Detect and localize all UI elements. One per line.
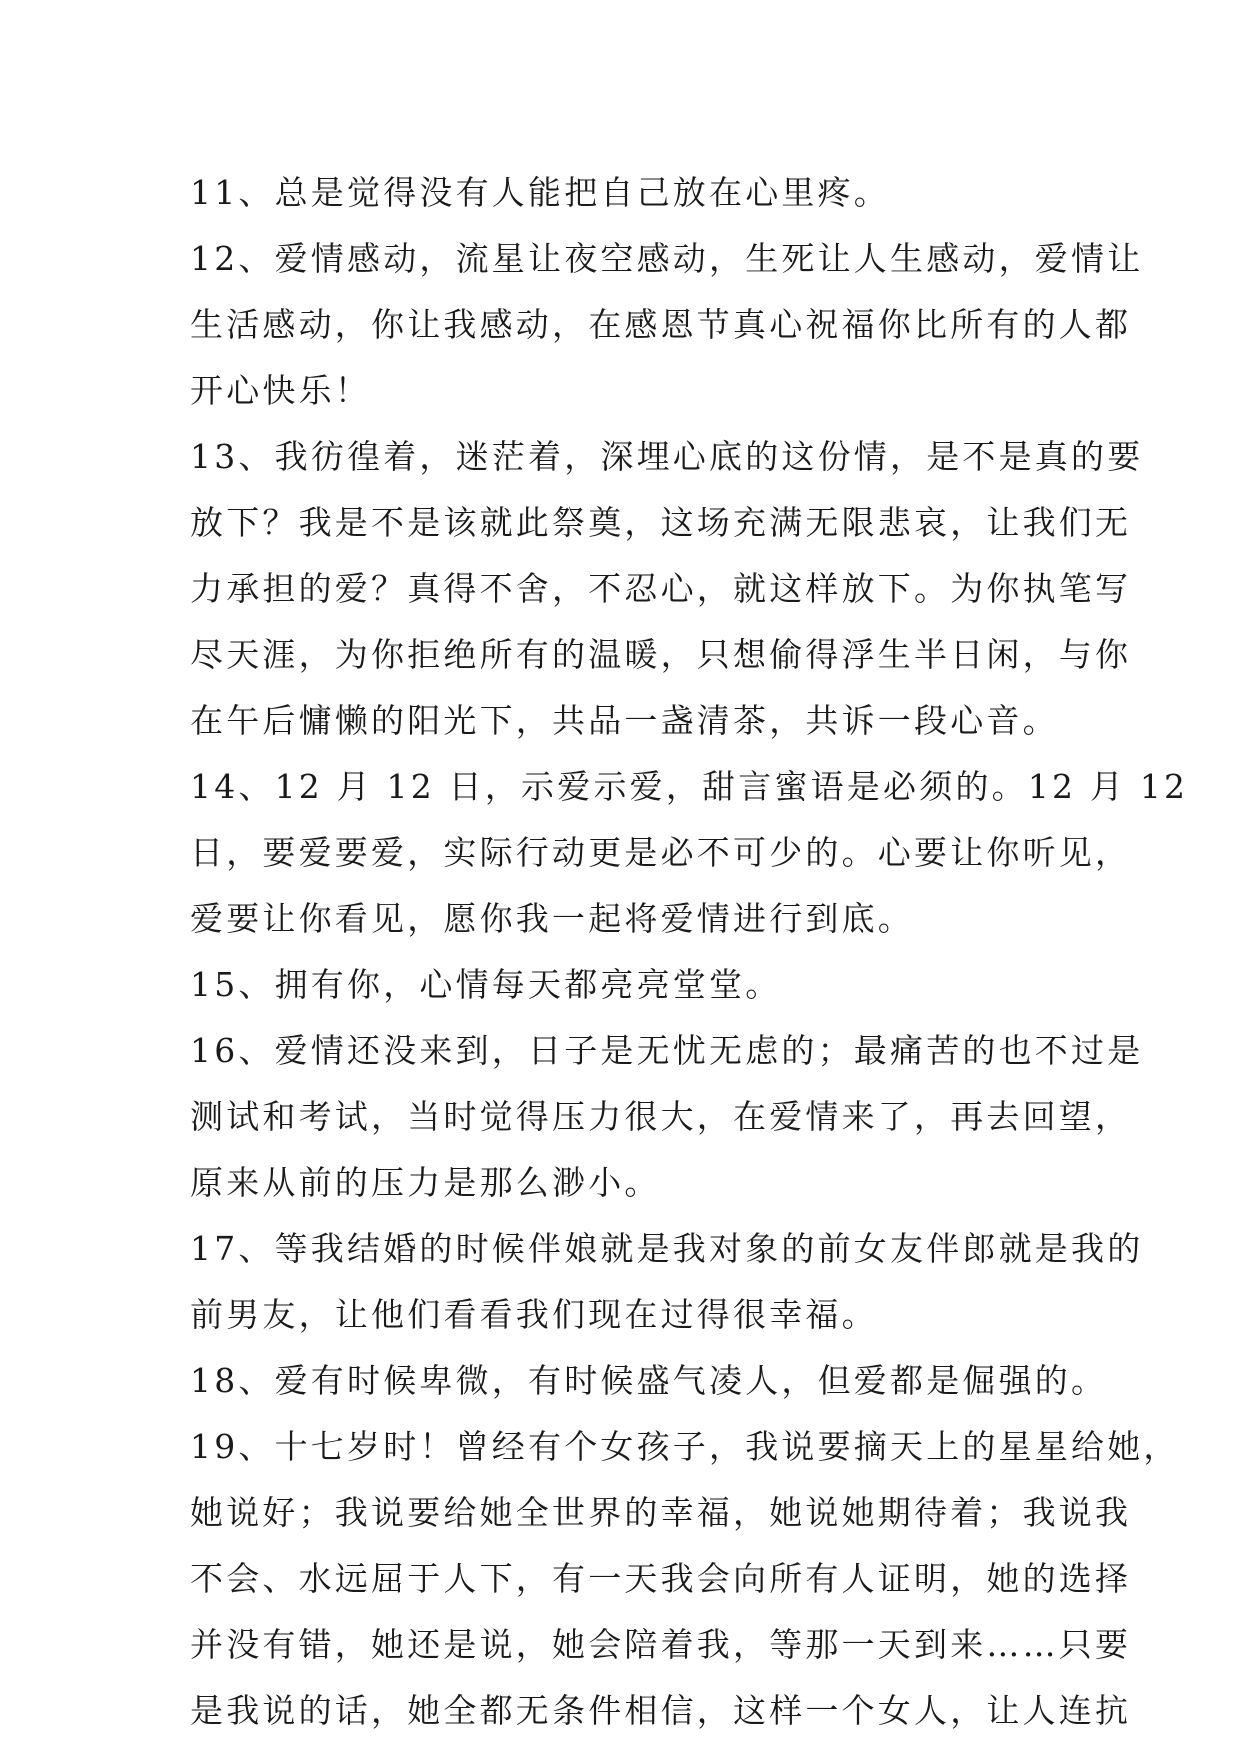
text-line: 13、我彷徨着，迷茫着，深埋心底的这份情，是不是真的要 [190, 437, 1144, 476]
text-line: 前男友，让他们看看我们现在过得很幸福。 [190, 1295, 878, 1334]
text-line: 18、爱有时候卑微，有时候盛气凌人，但爱都是倔强的。 [190, 1361, 1108, 1400]
text-line: 14、12 月 12 日，示爱示爱，甜言蜜语是必须的。12 月 12 [190, 767, 1189, 806]
text-line: 在午后慵懒的阳光下，共品一盏清茶，共诉一段心音。 [190, 701, 1059, 740]
text-line: 尽天涯，为你拒绝所有的温暖，只想偷得浮生半日闲，与你 [190, 635, 1132, 674]
text-line: 她说好；我说要给她全世界的幸福，她说她期待着；我说我 [190, 1493, 1132, 1532]
text-line: 15、拥有你，心情每天都亮亮堂堂。 [190, 965, 782, 1004]
text-line: 11、总是觉得没有人能把自己放在心里疼。 [190, 173, 890, 212]
text-line: 放下？我是不是该就此祭奠，这场充满无限悲哀，让我们无 [190, 503, 1132, 542]
text-line: 原来从前的压力是那么渺小。 [190, 1163, 661, 1202]
document-body [190, 160, 1189, 1744]
text-line: 测试和考试，当时觉得压力很大，在爱情来了，再去回望， [190, 1097, 1132, 1136]
text-line: 并没有错，她还是说，她会陪着我，等那一天到来……只要 [190, 1625, 1132, 1664]
text-line: 力承担的爱？真得不舍，不忍心，就这样放下。为你执笔写 [190, 569, 1132, 608]
text-line: 生活感动，你让我感动，在感恩节真心祝福你比所有的人都 [190, 305, 1132, 344]
text-line: 19、十七岁时！曾经有个女孩子，我说要摘天上的星星给她， [190, 1427, 1180, 1466]
text-line: 是我说的话，她全都无条件相信，这样一个女人，让人连抗 [190, 1691, 1132, 1730]
text-line: 17、等我结婚的时候伴娘就是我对象的前女友伴郎就是我的 [190, 1229, 1144, 1268]
text-line: 开心快乐！ [190, 371, 371, 410]
text-line: 爱要让你看见，愿你我一起将爱情进行到底。 [190, 899, 914, 938]
text-line: 12、爱情感动，流星让夜空感动，生死让人生感动，爱情让 [190, 239, 1144, 278]
text-line: 16、爱情还没来到，日子是无忧无虑的；最痛苦的也不过是 [190, 1031, 1144, 1070]
text-line: 日，要爱要爱，实际行动更是必不可少的。心要让你听见， [190, 833, 1132, 872]
text-line: 不会、水远屈于人下，有一天我会向所有人证明，她的选择 [190, 1559, 1132, 1598]
